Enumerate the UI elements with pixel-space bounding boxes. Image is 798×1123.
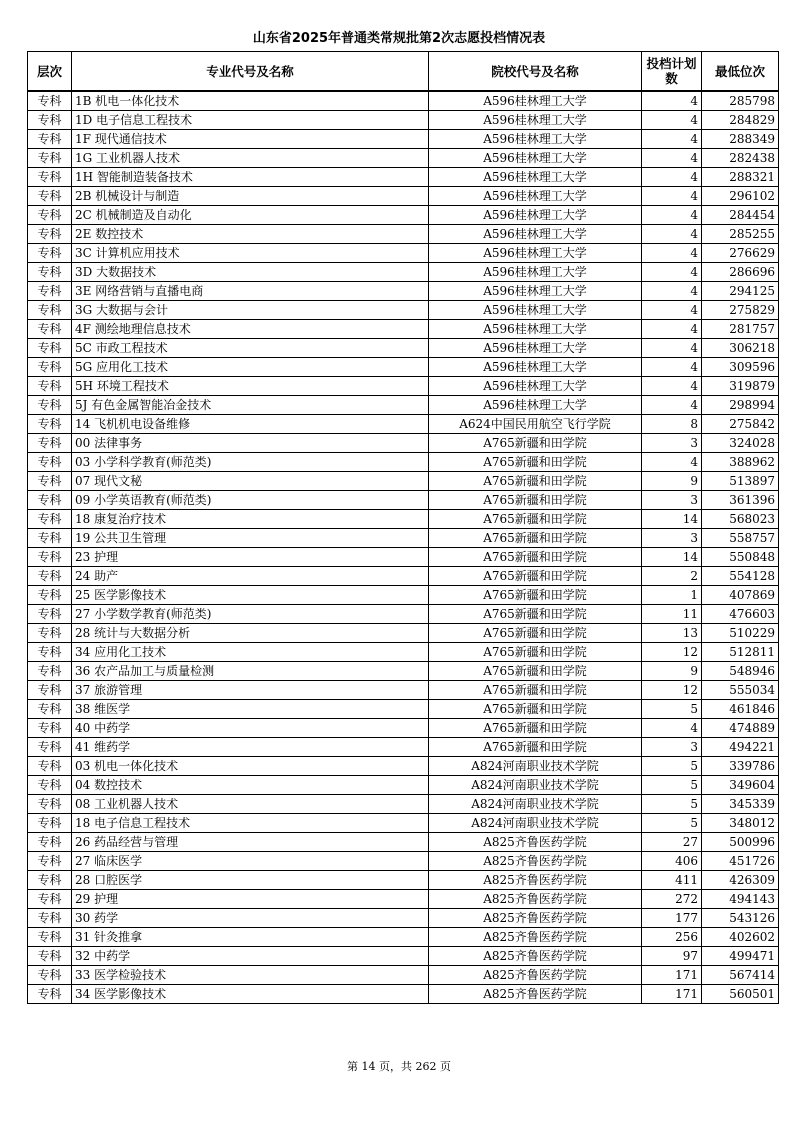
cell-level: 专科 <box>28 624 72 643</box>
table-row <box>28 111 779 130</box>
cell-major: 2E 数控技术 <box>72 225 429 244</box>
table-row <box>28 377 779 396</box>
table-row <box>28 662 779 681</box>
cell-rank: 550848 <box>702 548 779 567</box>
cell-school: A596桂林理工大学 <box>429 244 642 263</box>
cell-major: 09 小学英语教育(师范类) <box>72 491 429 510</box>
cell-level: 专科 <box>28 339 72 358</box>
cell-major: 18 康复治疗技术 <box>72 510 429 529</box>
cell-school: A596桂林理工大学 <box>429 377 642 396</box>
cell-school: A825齐鲁医药学院 <box>429 909 642 928</box>
cell-level: 专科 <box>28 149 72 168</box>
cell-school: A824河南职业技术学院 <box>429 757 642 776</box>
table-row <box>28 130 779 149</box>
cell-plan: 5 <box>642 814 702 833</box>
cell-plan: 8 <box>642 415 702 434</box>
table-row <box>28 871 779 890</box>
cell-level: 专科 <box>28 700 72 719</box>
cell-level: 专科 <box>28 320 72 339</box>
table-row <box>28 833 779 852</box>
cell-rank: 554128 <box>702 567 779 586</box>
cell-level: 专科 <box>28 168 72 187</box>
cell-plan: 14 <box>642 510 702 529</box>
cell-rank: 281757 <box>702 320 779 339</box>
cell-rank: 500996 <box>702 833 779 852</box>
cell-rank: 339786 <box>702 757 779 776</box>
cell-rank: 286696 <box>702 263 779 282</box>
cell-school: A765新疆和田学院 <box>429 719 642 738</box>
table-row <box>28 472 779 491</box>
cell-school: A765新疆和田学院 <box>429 434 642 453</box>
cell-rank: 361396 <box>702 491 779 510</box>
cell-rank: 494221 <box>702 738 779 757</box>
cell-rank: 513897 <box>702 472 779 491</box>
cell-rank: 407869 <box>702 586 779 605</box>
cell-rank: 476603 <box>702 605 779 624</box>
cell-rank: 288349 <box>702 130 779 149</box>
cell-major: 28 统计与大数据分析 <box>72 624 429 643</box>
cell-school: A624中国民用航空飞行学院 <box>429 415 642 434</box>
cell-plan: 4 <box>642 206 702 225</box>
cell-level: 专科 <box>28 434 72 453</box>
cell-major: 24 助产 <box>72 567 429 586</box>
cell-plan: 4 <box>642 301 702 320</box>
cell-school: A596桂林理工大学 <box>429 263 642 282</box>
cell-rank: 298994 <box>702 396 779 415</box>
cell-plan: 4 <box>642 130 702 149</box>
cell-level: 专科 <box>28 814 72 833</box>
cell-school: A825齐鲁医药学院 <box>429 871 642 890</box>
cell-school: A824河南职业技术学院 <box>429 795 642 814</box>
table-header-row <box>28 52 779 92</box>
table-row <box>28 168 779 187</box>
cell-level: 专科 <box>28 91 72 111</box>
cell-rank: 548946 <box>702 662 779 681</box>
table-row <box>28 434 779 453</box>
cell-major: 1H 智能制造装备技术 <box>72 168 429 187</box>
cell-level: 专科 <box>28 643 72 662</box>
cell-level: 专科 <box>28 681 72 700</box>
cell-plan: 256 <box>642 928 702 947</box>
cell-major: 27 小学数学教育(师范类) <box>72 605 429 624</box>
cell-plan: 4 <box>642 225 702 244</box>
cell-school: A765新疆和田学院 <box>429 586 642 605</box>
cell-major: 31 针灸推拿 <box>72 928 429 947</box>
cell-level: 专科 <box>28 377 72 396</box>
cell-level: 专科 <box>28 567 72 586</box>
cell-school: A765新疆和田学院 <box>429 624 642 643</box>
cell-school: A596桂林理工大学 <box>429 301 642 320</box>
cell-major: 26 药品经营与管理 <box>72 833 429 852</box>
table-row <box>28 91 779 111</box>
cell-plan: 411 <box>642 871 702 890</box>
cell-plan: 406 <box>642 852 702 871</box>
cell-plan: 272 <box>642 890 702 909</box>
page-title: 山东省2025年普通类常规批第2次志愿投档情况表 <box>252 31 546 46</box>
cell-school: A596桂林理工大学 <box>429 358 642 377</box>
cell-major: 5G 应用化工技术 <box>72 358 429 377</box>
cell-level: 专科 <box>28 966 72 985</box>
cell-major: 32 中药学 <box>72 947 429 966</box>
cell-rank: 510229 <box>702 624 779 643</box>
table-row <box>28 548 779 567</box>
cell-rank: 285798 <box>702 91 779 111</box>
cell-school: A596桂林理工大学 <box>429 225 642 244</box>
cell-rank: 275842 <box>702 415 779 434</box>
cell-level: 专科 <box>28 586 72 605</box>
table-row <box>28 700 779 719</box>
cell-school: A765新疆和田学院 <box>429 700 642 719</box>
cell-plan: 4 <box>642 168 702 187</box>
cell-major: 41 维药学 <box>72 738 429 757</box>
table-row <box>28 757 779 776</box>
cell-plan: 13 <box>642 624 702 643</box>
cell-major: 1B 机电一体化技术 <box>72 91 429 111</box>
cell-rank: 567414 <box>702 966 779 985</box>
cell-level: 专科 <box>28 244 72 263</box>
cell-major: 30 药学 <box>72 909 429 928</box>
table-row <box>28 776 779 795</box>
cell-rank: 402602 <box>702 928 779 947</box>
table-row <box>28 529 779 548</box>
cell-plan: 3 <box>642 434 702 453</box>
cell-rank: 348012 <box>702 814 779 833</box>
table-row <box>28 263 779 282</box>
table-row <box>28 396 779 415</box>
header-level: 层次 <box>28 52 72 92</box>
cell-rank: 568023 <box>702 510 779 529</box>
cell-level: 专科 <box>28 928 72 947</box>
cell-level: 专科 <box>28 890 72 909</box>
cell-major: 3G 大数据与会计 <box>72 301 429 320</box>
table-row <box>28 320 779 339</box>
cell-plan: 4 <box>642 263 702 282</box>
cell-rank: 560501 <box>702 985 779 1004</box>
cell-school: A596桂林理工大学 <box>429 396 642 415</box>
cell-major: 36 农产品加工与质量检测 <box>72 662 429 681</box>
cell-plan: 4 <box>642 320 702 339</box>
cell-major: 23 护理 <box>72 548 429 567</box>
table-row <box>28 890 779 909</box>
cell-major: 27 临床医学 <box>72 852 429 871</box>
cell-plan: 3 <box>642 738 702 757</box>
cell-school: A824河南职业技术学院 <box>429 814 642 833</box>
cell-major: 34 医学影像技术 <box>72 985 429 1004</box>
cell-level: 专科 <box>28 111 72 130</box>
cell-major: 07 现代文秘 <box>72 472 429 491</box>
cell-plan: 1 <box>642 586 702 605</box>
cell-major: 03 机电一体化技术 <box>72 757 429 776</box>
cell-level: 专科 <box>28 453 72 472</box>
table-row <box>28 586 779 605</box>
cell-plan: 3 <box>642 491 702 510</box>
cell-rank: 474889 <box>702 719 779 738</box>
cell-level: 专科 <box>28 358 72 377</box>
cell-level: 专科 <box>28 301 72 320</box>
cell-level: 专科 <box>28 776 72 795</box>
cell-school: A596桂林理工大学 <box>429 187 642 206</box>
cell-plan: 4 <box>642 719 702 738</box>
cell-school: A825齐鲁医药学院 <box>429 928 642 947</box>
cell-rank: 543126 <box>702 909 779 928</box>
cell-level: 专科 <box>28 130 72 149</box>
cell-school: A765新疆和田学院 <box>429 567 642 586</box>
table-row <box>28 852 779 871</box>
cell-school: A596桂林理工大学 <box>429 282 642 301</box>
cell-plan: 5 <box>642 795 702 814</box>
cell-level: 专科 <box>28 947 72 966</box>
cell-major: 33 医学检验技术 <box>72 966 429 985</box>
table-row <box>28 928 779 947</box>
table-row <box>28 738 779 757</box>
cell-school: A765新疆和田学院 <box>429 548 642 567</box>
cell-school: A765新疆和田学院 <box>429 529 642 548</box>
cell-level: 专科 <box>28 396 72 415</box>
cell-plan: 3 <box>642 529 702 548</box>
table-row <box>28 795 779 814</box>
table-row <box>28 453 779 472</box>
table-row <box>28 244 779 263</box>
cell-school: A825齐鲁医药学院 <box>429 947 642 966</box>
cell-rank: 296102 <box>702 187 779 206</box>
cell-major: 00 法律事务 <box>72 434 429 453</box>
table-row <box>28 605 779 624</box>
cell-rank: 388962 <box>702 453 779 472</box>
cell-major: 2B 机械设计与制造 <box>72 187 429 206</box>
cell-major: 3D 大数据技术 <box>72 263 429 282</box>
header-plan: 投档计划数 <box>642 52 702 92</box>
cell-plan: 12 <box>642 681 702 700</box>
table-row <box>28 415 779 434</box>
table-body <box>28 91 779 1004</box>
cell-rank: 282438 <box>702 149 779 168</box>
cell-school: A825齐鲁医药学院 <box>429 966 642 985</box>
table-row <box>28 643 779 662</box>
cell-major: 5J 有色金属智能冶金技术 <box>72 396 429 415</box>
table-row <box>28 567 779 586</box>
table-row <box>28 491 779 510</box>
cell-major: 4F 测绘地理信息技术 <box>72 320 429 339</box>
cell-major: 1G 工业机器人技术 <box>72 149 429 168</box>
admission-table <box>27 51 779 1004</box>
cell-level: 专科 <box>28 605 72 624</box>
cell-school: A596桂林理工大学 <box>429 130 642 149</box>
cell-plan: 97 <box>642 947 702 966</box>
cell-level: 专科 <box>28 510 72 529</box>
header-rank: 最低位次 <box>702 52 779 92</box>
cell-level: 专科 <box>28 795 72 814</box>
cell-rank: 288321 <box>702 168 779 187</box>
cell-major: 18 电子信息工程技术 <box>72 814 429 833</box>
cell-rank: 512811 <box>702 643 779 662</box>
cell-plan: 5 <box>642 757 702 776</box>
cell-plan: 177 <box>642 909 702 928</box>
cell-level: 专科 <box>28 415 72 434</box>
cell-level: 专科 <box>28 206 72 225</box>
cell-major: 5C 市政工程技术 <box>72 339 429 358</box>
cell-school: A765新疆和田学院 <box>429 738 642 757</box>
table-row <box>28 947 779 966</box>
cell-level: 专科 <box>28 852 72 871</box>
cell-school: A765新疆和田学院 <box>429 643 642 662</box>
cell-major: 1F 现代通信技术 <box>72 130 429 149</box>
cell-plan: 14 <box>642 548 702 567</box>
cell-major: 29 护理 <box>72 890 429 909</box>
cell-level: 专科 <box>28 529 72 548</box>
cell-school: A765新疆和田学院 <box>429 681 642 700</box>
cell-plan: 27 <box>642 833 702 852</box>
cell-school: A596桂林理工大学 <box>429 168 642 187</box>
cell-school: A765新疆和田学院 <box>429 453 642 472</box>
cell-plan: 9 <box>642 472 702 491</box>
cell-plan: 171 <box>642 966 702 985</box>
cell-plan: 4 <box>642 396 702 415</box>
cell-rank: 324028 <box>702 434 779 453</box>
cell-level: 专科 <box>28 662 72 681</box>
table-row <box>28 339 779 358</box>
page-footer: 第 14 页，共 262 页 <box>347 1060 451 1073</box>
cell-rank: 558757 <box>702 529 779 548</box>
cell-major: 19 公共卫生管理 <box>72 529 429 548</box>
cell-rank: 349604 <box>702 776 779 795</box>
cell-level: 专科 <box>28 985 72 1004</box>
cell-school: A596桂林理工大学 <box>429 149 642 168</box>
cell-major: 08 工业机器人技术 <box>72 795 429 814</box>
cell-plan: 4 <box>642 187 702 206</box>
cell-rank: 275829 <box>702 301 779 320</box>
cell-school: A824河南职业技术学院 <box>429 776 642 795</box>
table-row <box>28 510 779 529</box>
cell-level: 专科 <box>28 871 72 890</box>
cell-rank: 451726 <box>702 852 779 871</box>
cell-plan: 4 <box>642 244 702 263</box>
table-row <box>28 909 779 928</box>
cell-major: 3E 网络营销与直播电商 <box>72 282 429 301</box>
cell-rank: 461846 <box>702 700 779 719</box>
cell-rank: 276629 <box>702 244 779 263</box>
cell-level: 专科 <box>28 719 72 738</box>
cell-plan: 4 <box>642 358 702 377</box>
cell-plan: 12 <box>642 643 702 662</box>
table-row <box>28 966 779 985</box>
cell-school: A765新疆和田学院 <box>429 510 642 529</box>
cell-plan: 11 <box>642 605 702 624</box>
cell-plan: 4 <box>642 377 702 396</box>
cell-major: 40 中药学 <box>72 719 429 738</box>
cell-level: 专科 <box>28 548 72 567</box>
cell-plan: 4 <box>642 111 702 130</box>
table-row <box>28 225 779 244</box>
cell-major: 25 医学影像技术 <box>72 586 429 605</box>
cell-level: 专科 <box>28 491 72 510</box>
cell-school: A765新疆和田学院 <box>429 605 642 624</box>
cell-rank: 309596 <box>702 358 779 377</box>
cell-plan: 4 <box>642 339 702 358</box>
cell-plan: 2 <box>642 567 702 586</box>
cell-level: 专科 <box>28 282 72 301</box>
cell-major: 1D 电子信息工程技术 <box>72 111 429 130</box>
cell-major: 2C 机械制造及自动化 <box>72 206 429 225</box>
cell-rank: 555034 <box>702 681 779 700</box>
cell-level: 专科 <box>28 187 72 206</box>
table-row <box>28 301 779 320</box>
cell-rank: 319879 <box>702 377 779 396</box>
cell-plan: 5 <box>642 700 702 719</box>
cell-plan: 171 <box>642 985 702 1004</box>
cell-school: A825齐鲁医药学院 <box>429 985 642 1004</box>
cell-school: A765新疆和田学院 <box>429 472 642 491</box>
cell-level: 专科 <box>28 757 72 776</box>
cell-level: 专科 <box>28 472 72 491</box>
cell-rank: 426309 <box>702 871 779 890</box>
table-row <box>28 187 779 206</box>
cell-major: 37 旅游管理 <box>72 681 429 700</box>
table-row <box>28 814 779 833</box>
cell-major: 04 数控技术 <box>72 776 429 795</box>
cell-level: 专科 <box>28 738 72 757</box>
cell-level: 专科 <box>28 225 72 244</box>
cell-plan: 9 <box>642 662 702 681</box>
cell-level: 专科 <box>28 909 72 928</box>
table-row <box>28 719 779 738</box>
cell-level: 专科 <box>28 263 72 282</box>
cell-school: A596桂林理工大学 <box>429 339 642 358</box>
cell-rank: 306218 <box>702 339 779 358</box>
table-row <box>28 358 779 377</box>
cell-school: A825齐鲁医药学院 <box>429 852 642 871</box>
table-row <box>28 282 779 301</box>
cell-rank: 285255 <box>702 225 779 244</box>
cell-school: A596桂林理工大学 <box>429 111 642 130</box>
cell-rank: 345339 <box>702 795 779 814</box>
cell-rank: 284454 <box>702 206 779 225</box>
cell-major: 28 口腔医学 <box>72 871 429 890</box>
cell-level: 专科 <box>28 833 72 852</box>
cell-school: A825齐鲁医药学院 <box>429 890 642 909</box>
cell-school: A596桂林理工大学 <box>429 206 642 225</box>
cell-plan: 4 <box>642 282 702 301</box>
cell-plan: 4 <box>642 149 702 168</box>
cell-school: A825齐鲁医药学院 <box>429 833 642 852</box>
header-school: 院校代号及名称 <box>429 52 642 92</box>
cell-school: A596桂林理工大学 <box>429 91 642 111</box>
cell-major: 14 飞机机电设备维修 <box>72 415 429 434</box>
table-row <box>28 624 779 643</box>
cell-plan: 4 <box>642 453 702 472</box>
header-major: 专业代号及名称 <box>72 52 429 92</box>
cell-school: A765新疆和田学院 <box>429 491 642 510</box>
cell-plan: 5 <box>642 776 702 795</box>
cell-rank: 494143 <box>702 890 779 909</box>
cell-major: 34 应用化工技术 <box>72 643 429 662</box>
table-row <box>28 681 779 700</box>
cell-major: 38 维医学 <box>72 700 429 719</box>
cell-rank: 499471 <box>702 947 779 966</box>
cell-school: A596桂林理工大学 <box>429 320 642 339</box>
cell-major: 3C 计算机应用技术 <box>72 244 429 263</box>
cell-rank: 294125 <box>702 282 779 301</box>
cell-major: 03 小学科学教育(师范类) <box>72 453 429 472</box>
cell-plan: 4 <box>642 91 702 111</box>
cell-school: A765新疆和田学院 <box>429 662 642 681</box>
table-row <box>28 985 779 1004</box>
table-row <box>28 206 779 225</box>
cell-major: 5H 环境工程技术 <box>72 377 429 396</box>
cell-rank: 284829 <box>702 111 779 130</box>
table-row <box>28 149 779 168</box>
